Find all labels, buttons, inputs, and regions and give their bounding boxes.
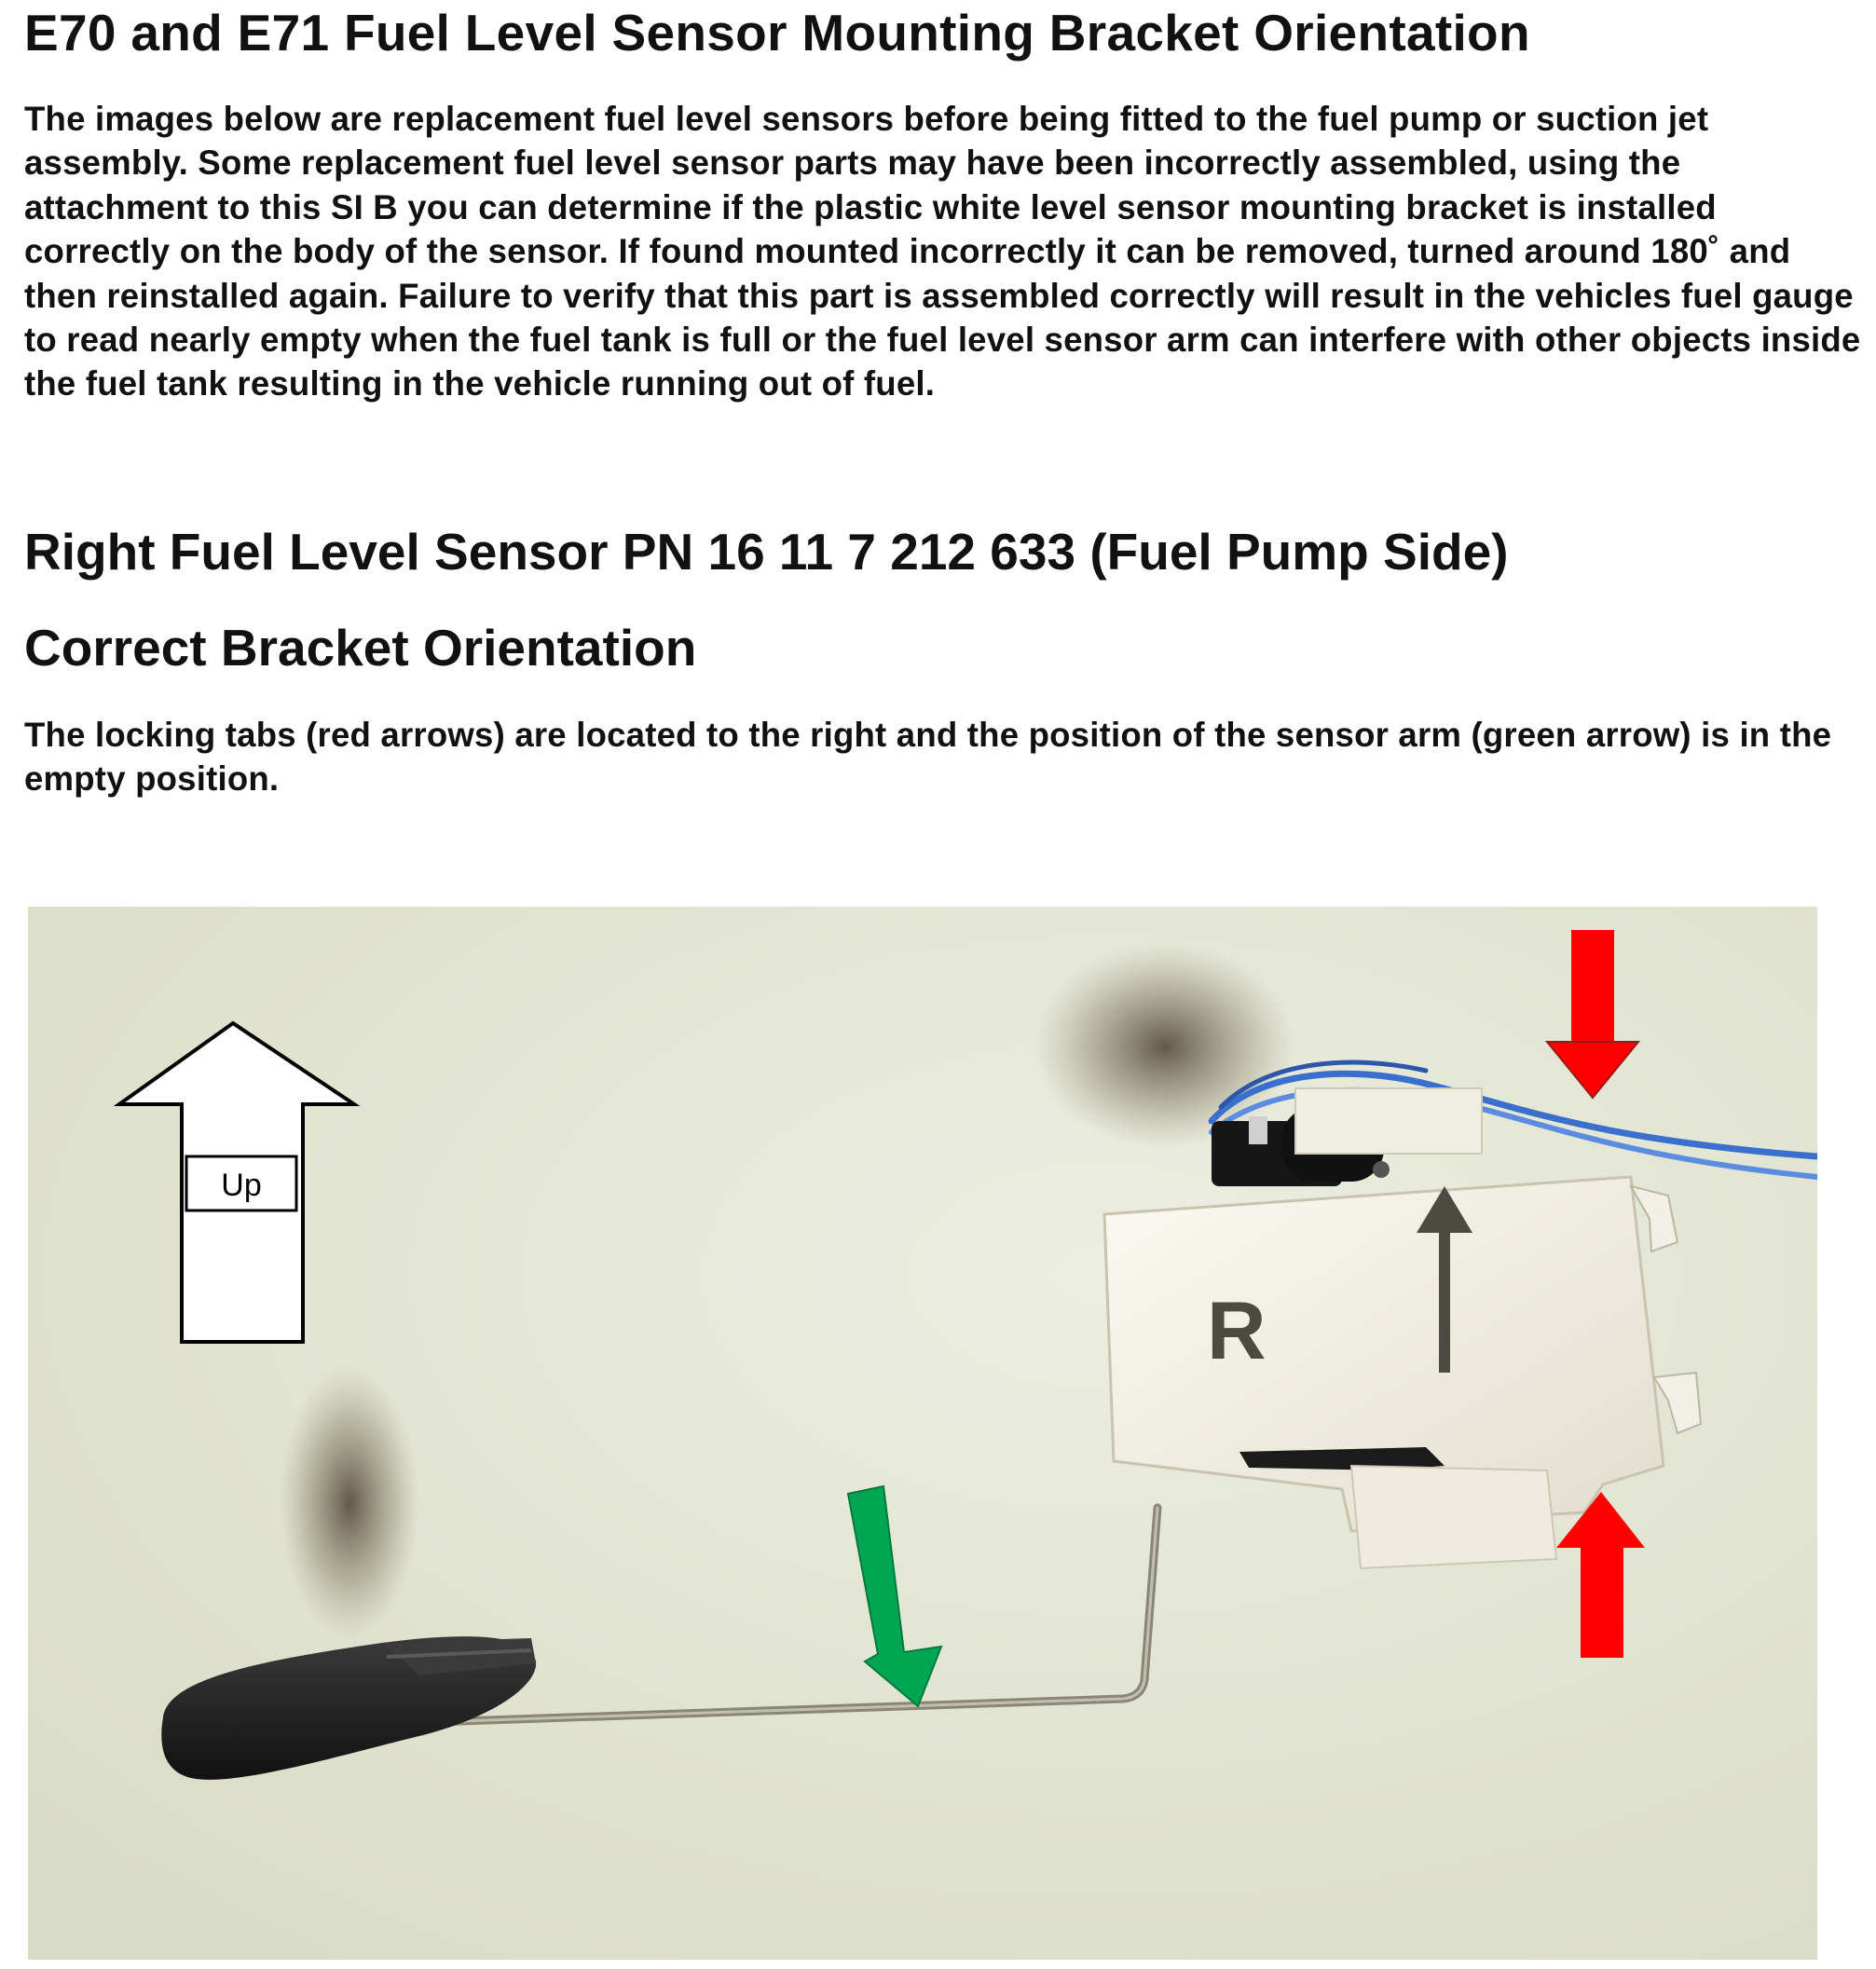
section-heading: Right Fuel Level Sensor PN 16 11 7 212 633 (Fuel Pump Side) [24, 523, 1509, 581]
svg-text:R: R [1207, 1284, 1267, 1376]
shadow-float [280, 1368, 419, 1638]
sensor-photo [28, 907, 1817, 1960]
document-title: E70 and E71 Fuel Level Sensor Mounting Bracket Orientation [24, 4, 1530, 62]
up-label: Up [221, 1168, 262, 1203]
subsection-heading: Correct Bracket Orientation [24, 619, 697, 677]
figure-caption: The locking tabs (red arrows) are located to the right and the position of the sensor arm (green arrow) is in the empty position. [24, 716, 1832, 799]
intro-paragraph: The images below are replacement fuel level sensors before being fitted to the fuel pump or suction jet assembly. Some replacement fuel level sensor parts may have been incorrectly assembled, using the attachment to this SI B you can determine if the plastic white level sensor mounting bracket is installed correctly on the body of the sensor. If found mounted incorrectly it can be removed, turned around 180˚ and then reinstalled again. Failure to verify that this part is assembled correctly will result in the vehicles fuel gauge to read nearly empty when the fuel tank is full or the fuel level sensor arm can interfere with other objects inside the fuel tank resulting in the vehicle running out of fuel. [24, 100, 1861, 403]
